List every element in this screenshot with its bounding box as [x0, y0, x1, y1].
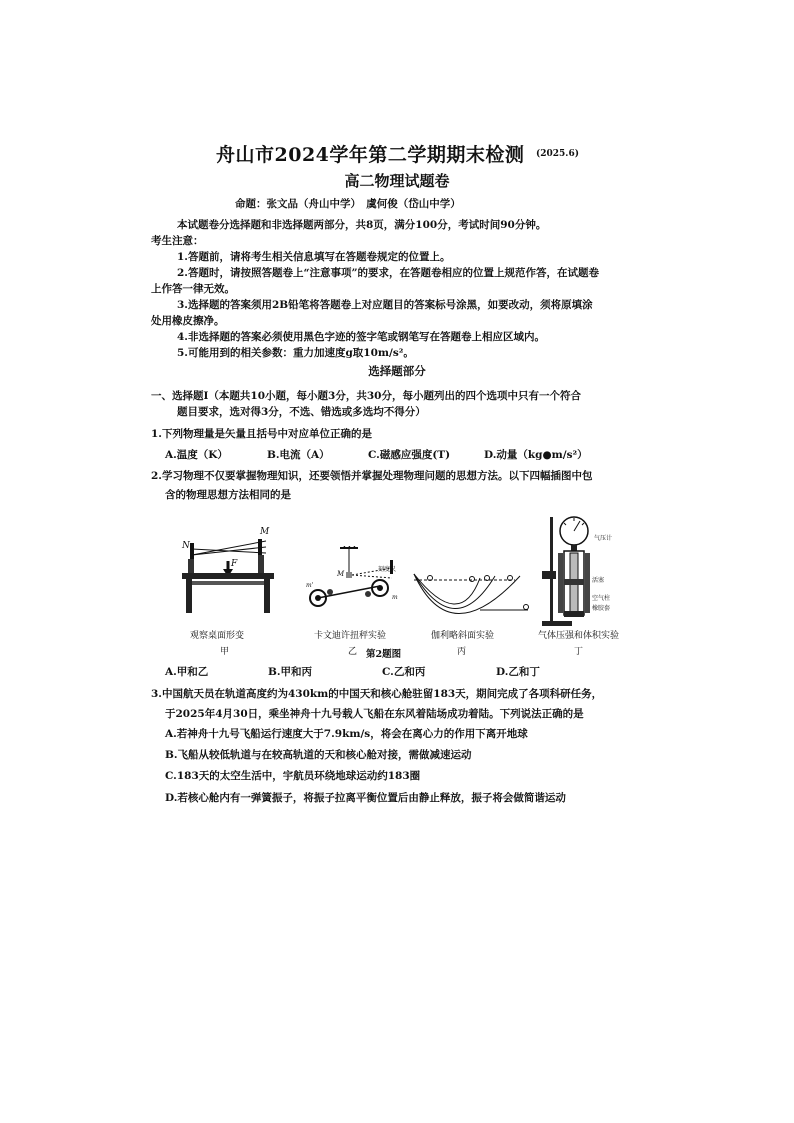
mark-m-small: m: [392, 594, 398, 601]
q2-stem: 含的物理思想方法相同的是: [165, 489, 291, 501]
q2-option: C.乙和丙: [382, 666, 426, 678]
mark-m-prime: m': [306, 582, 314, 589]
part1-instructions: 题目要求，选对得3分，不选、错选或多选均不得分）: [177, 406, 426, 418]
exam-authors: 命题：张文品（舟山中学） 虞何俊（岱山中学）: [235, 198, 461, 210]
figure-label: 丙: [457, 647, 467, 657]
note-item: 处用橡皮擦净。: [151, 315, 225, 327]
q1-option: D.动量（kg●m/s²）: [484, 449, 588, 461]
figure-caption: 气体压强和体积实验: [538, 631, 620, 641]
exam-title: 舟山市2024学年第二学期期末检测: [216, 144, 525, 166]
note-item: 1.答题前，请将考生相关信息填写在答题卷规定的位置上。: [177, 251, 451, 263]
mark-m: M: [260, 527, 270, 537]
q3-option: D.若核心舱内有一弹簧振子，将振子拉离平衡位置后由静止释放，振子将会做简谐运动: [165, 792, 566, 804]
part1-instructions: 一、选择题Ⅰ（本题共10小题，每小题3分，共30分，每小题列出的四个选项中只有一个符合: [151, 390, 581, 402]
figure-caption: 观察桌面形变: [190, 631, 245, 641]
note-item: 3.选择题的答案须用2B铅笔将答题卷上对应题目的答案标号涂黑，如要改动，须将原填涂: [177, 299, 593, 311]
mark-air-column: 空气柱: [592, 595, 611, 602]
figure-caption: 卡文迪许扭秤实验: [314, 631, 387, 641]
note-item: 4.非选择题的答案必须使用黑色字迹的签字笔或钢笔写在答题卷上相应区域内。: [177, 331, 545, 343]
section-title: 选择题部分: [368, 364, 426, 378]
mark-scale: 刻度尺: [378, 566, 397, 573]
figure-label: 丁: [574, 647, 584, 657]
mark-rubber-cap: 橡胶套: [592, 605, 611, 612]
mark-piston: 活塞: [592, 577, 605, 584]
q3-option: C.183天的太空生活中，宇航员环绕地球运动约183圈: [165, 770, 421, 782]
figure-table-deformation: [178, 525, 278, 620]
mark-f: F: [231, 559, 238, 569]
figure-caption: 伽利略斜面实验: [431, 631, 495, 641]
note-item: 5.可能用到的相关参数：重力加速度g取10m/s²。: [177, 347, 414, 359]
q2-stem: 2.学习物理不仅要掌握物理知识，还要领悟并掌握处理物理问题的思想方法。以下四幅插图中包: [151, 470, 593, 482]
figure-galileo-incline: [410, 562, 535, 622]
mark-n: N: [182, 541, 190, 551]
q3-stem: 3.中国航天员在轨道高度约为430km的中国天和核心舱驻留183天，期间完成了各项科研任务，: [151, 688, 603, 700]
figure-gas-pressure: [538, 515, 638, 627]
q2-option: D.乙和丁: [496, 666, 540, 678]
q2-option: B.甲和丙: [268, 666, 313, 678]
q3-stem: 于2025年4月30日，乘坐神舟十九号载人飞船在东风着陆场成功着陆。下列说法正确的是: [165, 708, 584, 720]
figure-group-label: 第2题图: [366, 649, 402, 660]
q3-option: B.飞船从较低轨道与在较高轨道的天和核心舱对接，需做减速运动: [165, 749, 472, 761]
q1-option: A.温度（K）: [165, 449, 228, 461]
q3-option: A.若神舟十九号飞船运行速度大于7.9km/s，将会在离心力的作用下离开地球: [165, 728, 528, 740]
mark-m: M: [337, 570, 345, 578]
exam-intro: 本试题卷分选择题和非选择题两部分，共8页，满分100分，考试时间90分钟。: [177, 219, 547, 231]
q2-option: A.甲和乙: [165, 666, 209, 678]
exam-date: (2025.6): [536, 149, 579, 159]
q1-option: B.电流（A）: [267, 449, 330, 461]
q1-option: C.磁感应强度(T): [368, 449, 451, 461]
note-item: 2.答题时，请按照答题卷上“注意事项”的要求，在答题卷相应的位置上规范作答，在试题卷: [177, 267, 600, 279]
q1-stem: 1.下列物理量是矢量且括号中对应单位正确的是: [151, 428, 372, 440]
notes-heading: 考生注意：: [151, 235, 204, 247]
figure-label: 乙: [348, 647, 358, 657]
figure-torsion-balance: [300, 546, 410, 616]
figure-label: 甲: [220, 647, 230, 657]
exam-subtitle: 高二物理试题卷: [344, 172, 450, 190]
mark-barometer: 气压计: [594, 535, 613, 542]
note-item: 上作答一律无效。: [151, 283, 235, 295]
